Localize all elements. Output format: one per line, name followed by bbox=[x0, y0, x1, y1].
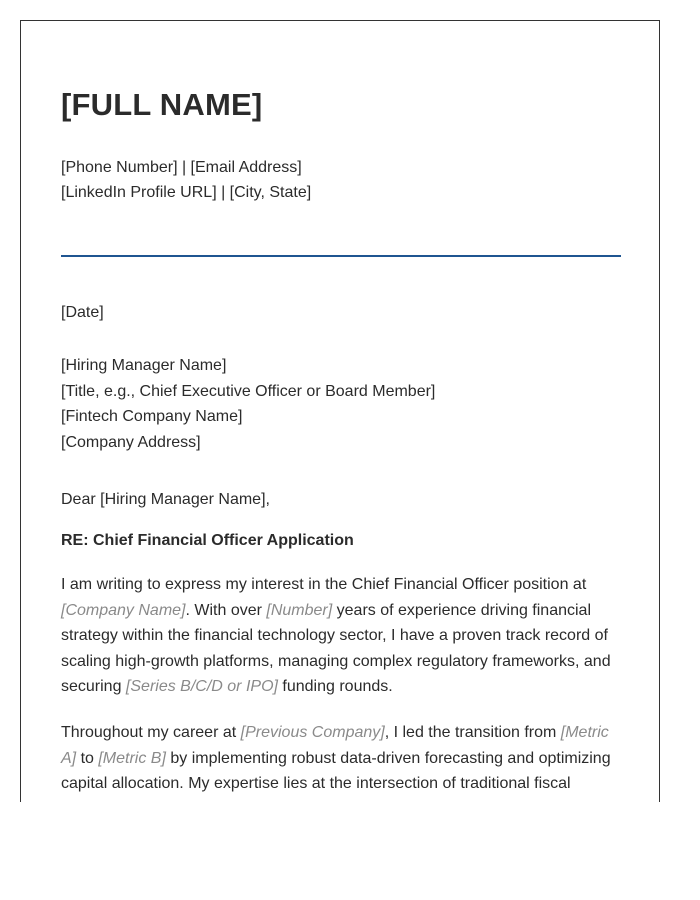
paragraph-text: capital allocation. My expertise lies at the intersection of traditional fiscal bbox=[61, 775, 571, 793]
paragraph-text: years of experience driving financial bbox=[332, 601, 592, 619]
contact-line-phone-email: [Phone Number] | [Email Address] bbox=[61, 159, 302, 176]
paragraph-line bbox=[61, 720, 621, 746]
recipient-name: [Hiring Manager Name] bbox=[61, 357, 227, 374]
placeholder-years: [Number] bbox=[266, 601, 333, 619]
contact-line-linkedin-location: [LinkedIn Profile URL] | [City, State] bbox=[61, 184, 312, 201]
paragraph-text: to bbox=[76, 749, 99, 767]
paragraph-text: , I led the transition from bbox=[384, 724, 561, 741]
paragraph-text: securing bbox=[61, 678, 126, 696]
placeholder-metric-a: A] bbox=[61, 749, 77, 767]
recipient-address: [Company Address] bbox=[61, 434, 201, 452]
placeholder-metric-a: [Metric bbox=[560, 724, 609, 741]
paragraph-text: Throughout my career at bbox=[61, 724, 241, 741]
salutation: Dear [Hiring Manager Name], bbox=[61, 491, 270, 508]
paragraph-line bbox=[61, 623, 621, 649]
recipient-company: [Fintech Company Name] bbox=[61, 408, 243, 426]
paragraph-text: . With over bbox=[185, 601, 267, 619]
body-paragraph-2 bbox=[61, 720, 621, 797]
body-paragraph-1 bbox=[61, 572, 621, 700]
subject-line: RE: Chief Financial Officer Application bbox=[61, 532, 354, 549]
recipient-block bbox=[61, 353, 435, 456]
placeholder-previous-company: [Previous Company] bbox=[240, 724, 385, 741]
placeholder-company-name: [Company Name] bbox=[61, 601, 186, 619]
letter-date: [Date] bbox=[61, 304, 104, 321]
placeholder-metric-b: [Metric B] bbox=[98, 749, 166, 767]
paragraph-text: strategy within the financial technology sector, I have a proven track record of bbox=[61, 627, 608, 645]
paragraph-line bbox=[61, 771, 621, 797]
placeholder-funding-round: [Series B/C/D or IPO] bbox=[125, 678, 278, 696]
contact-block bbox=[61, 155, 311, 205]
paragraph-line bbox=[61, 674, 621, 700]
recipient-title: [Title, e.g., Chief Executive Officer or Board Member] bbox=[61, 382, 436, 400]
letter-page bbox=[20, 20, 660, 802]
applicant-name: [FULL NAME] bbox=[61, 87, 263, 122]
paragraph-text: I am writing to express my interest in the Chief Financial Officer position at bbox=[61, 576, 587, 593]
paragraph-text: scaling high-growth platforms, managing complex regulatory frameworks, and bbox=[61, 652, 611, 670]
paragraph-line bbox=[61, 572, 621, 598]
paragraph-line bbox=[61, 598, 621, 624]
paragraph-text: funding rounds. bbox=[277, 678, 393, 696]
paragraph-text: by implementing robust data-driven forecasting and optimizing bbox=[165, 749, 611, 767]
paragraph-line bbox=[61, 746, 621, 772]
paragraph-line bbox=[61, 649, 621, 675]
header-divider bbox=[61, 255, 621, 257]
